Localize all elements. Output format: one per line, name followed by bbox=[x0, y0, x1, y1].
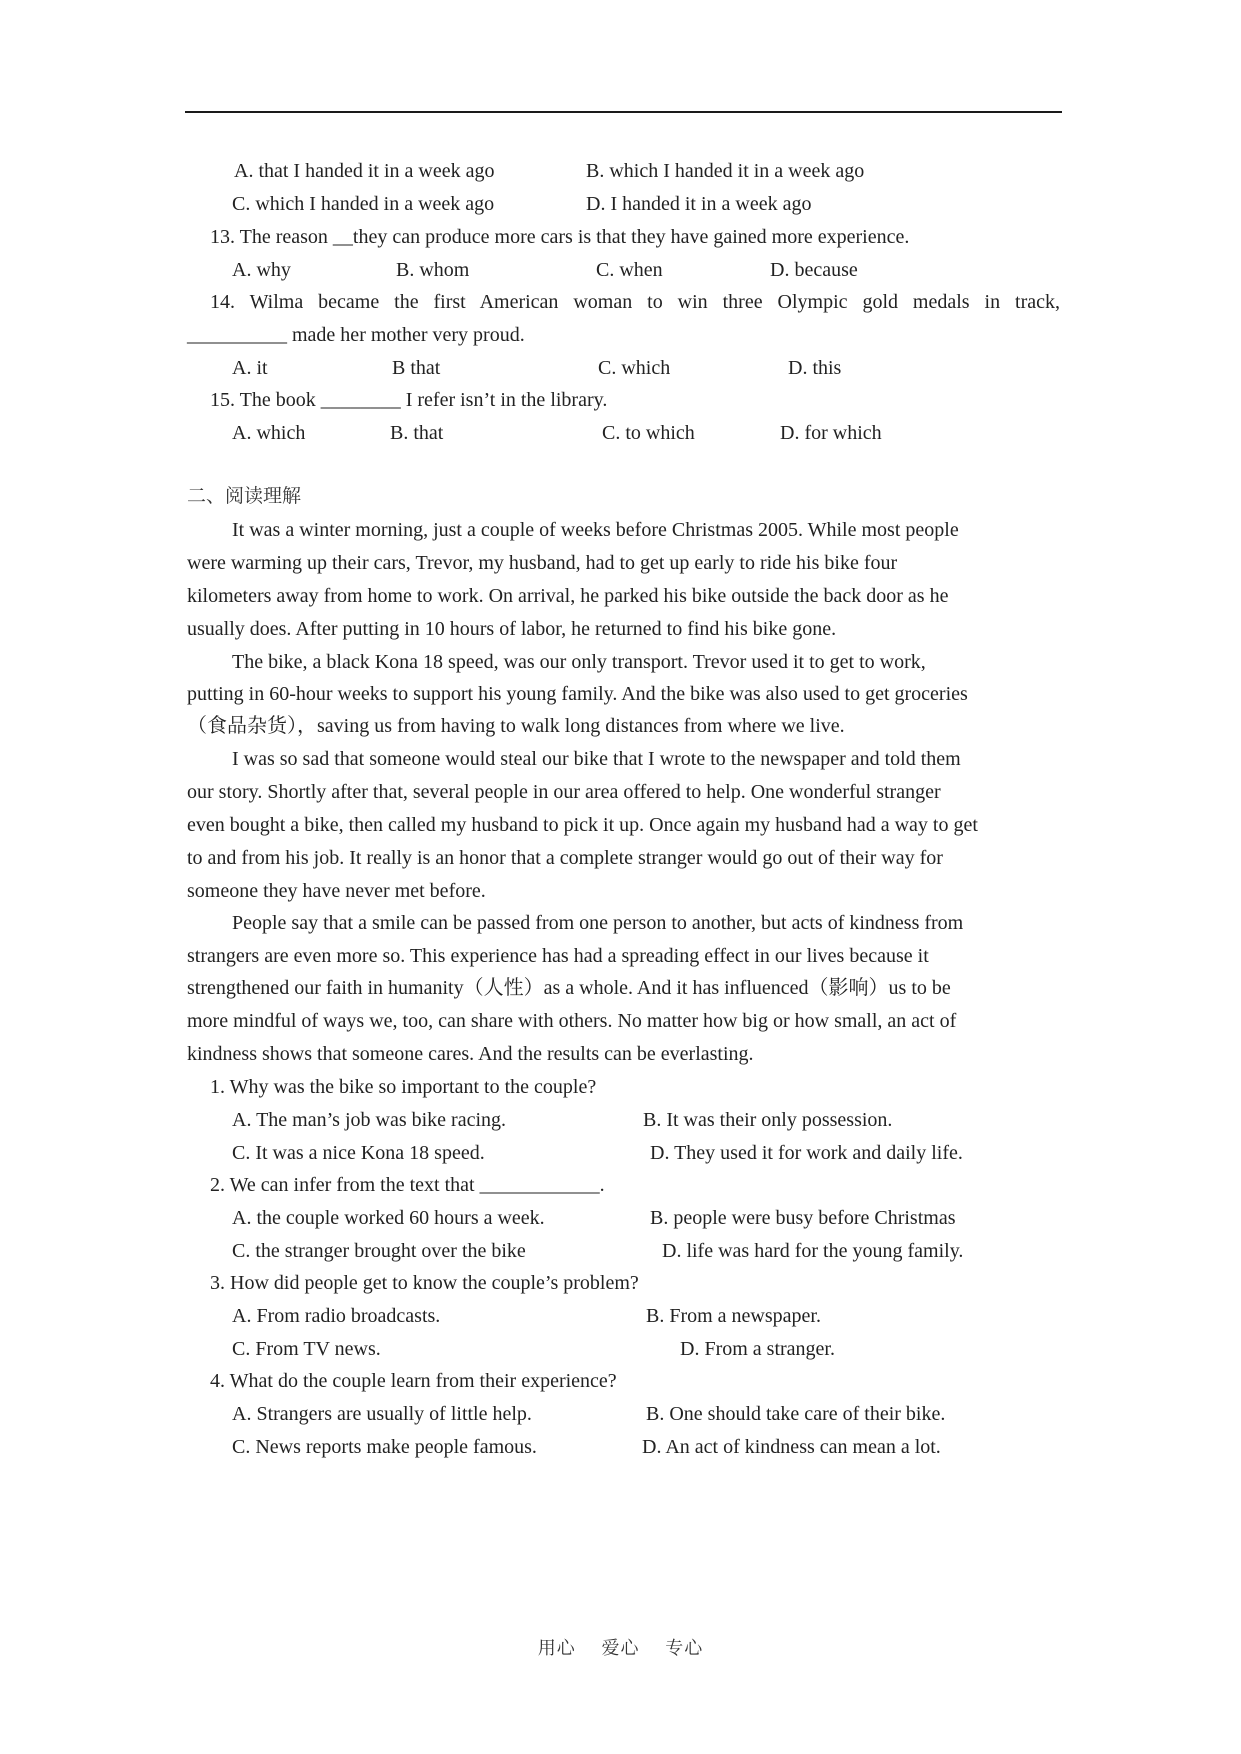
passage-line: It was a winter morning, just a couple of weeks before Christmas 2005. While most people bbox=[232, 519, 959, 541]
rq2-option-b: B. people were busy before Christmas bbox=[650, 1207, 956, 1229]
passage-line: （食品杂货），saving us from having to walk long distances from where we live. bbox=[187, 715, 845, 737]
rq4-option-b: B. One should take care of their bike. bbox=[646, 1403, 946, 1425]
rq1-option-a: A. The man’s job was bike racing. bbox=[232, 1109, 507, 1131]
rq3-option-a: A. From radio broadcasts. bbox=[232, 1305, 441, 1327]
q13-option-b: B. whom bbox=[396, 259, 470, 281]
page-footer: 用心 爱心 专心 bbox=[537, 1638, 704, 1659]
rq4-option-d: D. An act of kindness can mean a lot. bbox=[642, 1436, 941, 1458]
passage-line: usually does. After putting in 10 hours of labor, he returned to find his bike gone. bbox=[187, 618, 837, 640]
q13-option-a: A. why bbox=[232, 259, 291, 281]
passage-line: were warming up their cars, Trevor, my husband, had to get up early to ride his bike four bbox=[187, 552, 898, 574]
q12-option-c: C. which I handed in a week ago bbox=[232, 193, 495, 215]
q14-option-a: A. it bbox=[232, 357, 268, 379]
rq4-stem: 4. What do the couple learn from their experience? bbox=[210, 1370, 617, 1392]
q12-option-a: A. that I handed it in a week ago bbox=[234, 160, 495, 182]
rq3-stem: 3. How did people get to know the couple’s problem? bbox=[210, 1272, 639, 1294]
rq2-option-d: D. life was hard for the young family. bbox=[662, 1240, 964, 1262]
rq2-option-c: C. the stranger brought over the bike bbox=[232, 1240, 526, 1262]
q15-option-a: A. which bbox=[232, 422, 306, 444]
section-heading: 二、阅读理解 bbox=[187, 485, 302, 507]
passage-line: someone they have never met before. bbox=[187, 880, 486, 902]
q15-option-d: D. for which bbox=[780, 422, 882, 444]
rq1-option-c: C. It was a nice Kona 18 speed. bbox=[232, 1142, 485, 1164]
q13-option-c: C. when bbox=[596, 259, 663, 281]
passage-line: kilometers away from home to work. On arrival, he parked his bike outside the back door as he bbox=[187, 585, 949, 607]
q15-option-c: C. to which bbox=[602, 422, 695, 444]
q14-option-b: B that bbox=[392, 357, 441, 379]
q13-stem: 13. The reason __they can produce more cars is that they have gained more experience. bbox=[210, 226, 910, 248]
rq4-option-a: A. Strangers are usually of little help. bbox=[232, 1403, 532, 1425]
q15-stem: 15. The book ________ I refer isn’t in the library. bbox=[210, 389, 608, 411]
passage-line: even bought a bike, then called my husband to pick it up. Once again my husband had a way to get bbox=[187, 814, 978, 836]
passage-line: strengthened our faith in humanity（人性）as a whole. And it has influenced（影响）us to be bbox=[187, 977, 951, 999]
passage-line: to and from his job. It really is an honor that a complete stranger would go out of their way for bbox=[187, 847, 943, 869]
passage-line: kindness shows that someone cares. And the results can be everlasting. bbox=[187, 1043, 754, 1065]
header-rule bbox=[185, 111, 1062, 113]
rq1-option-d: D. They used it for work and daily life. bbox=[650, 1142, 963, 1164]
rq1-option-b: B. It was their only possession. bbox=[643, 1109, 893, 1131]
passage-line: strangers are even more so. This experience has had a spreading effect in our lives because it bbox=[187, 945, 929, 967]
passage-line: The bike, a black Kona 18 speed, was our only transport. Trevor used it to get to work, bbox=[232, 651, 926, 673]
rq3-option-b: B. From a newspaper. bbox=[646, 1305, 821, 1327]
rq3-option-c: C. From TV news. bbox=[232, 1338, 381, 1360]
passage-line: our story. Shortly after that, several people in our area offered to help. One wonderful stranger bbox=[187, 781, 941, 803]
rq2-stem: 2. We can infer from the text that ____________. bbox=[210, 1174, 605, 1196]
passage-line: putting in 60-hour weeks to support his young family. And the bike was also used to get groceries bbox=[187, 683, 968, 705]
q14-option-d: D. this bbox=[788, 357, 842, 379]
rq4-option-c: C. News reports make people famous. bbox=[232, 1436, 537, 1458]
q14-option-c: C. which bbox=[598, 357, 671, 379]
rq2-option-a: A. the couple worked 60 hours a week. bbox=[232, 1207, 545, 1229]
q12-option-d: D. I handed it in a week ago bbox=[586, 193, 812, 215]
q15-option-b: B. that bbox=[390, 422, 444, 444]
passage-line: I was so sad that someone would steal our bike that I wrote to the newspaper and told them bbox=[232, 748, 961, 770]
passage-line: more mindful of ways we, too, can share with others. No matter how big or how small, an act of bbox=[187, 1010, 957, 1032]
rq3-option-d: D. From a stranger. bbox=[680, 1338, 835, 1360]
q14-stem-line1: 14. Wilma became the first American woman to win three Olympic gold medals in track, bbox=[210, 291, 1060, 313]
q13-option-d: D. because bbox=[770, 259, 858, 281]
passage-line: People say that a smile can be passed from one person to another, but acts of kindness from bbox=[232, 912, 964, 934]
q12-option-b: B. which I handed it in a week ago bbox=[586, 160, 865, 182]
q14-stem-line2: __________ made her mother very proud. bbox=[187, 324, 525, 346]
rq1-stem: 1. Why was the bike so important to the couple? bbox=[210, 1076, 597, 1098]
